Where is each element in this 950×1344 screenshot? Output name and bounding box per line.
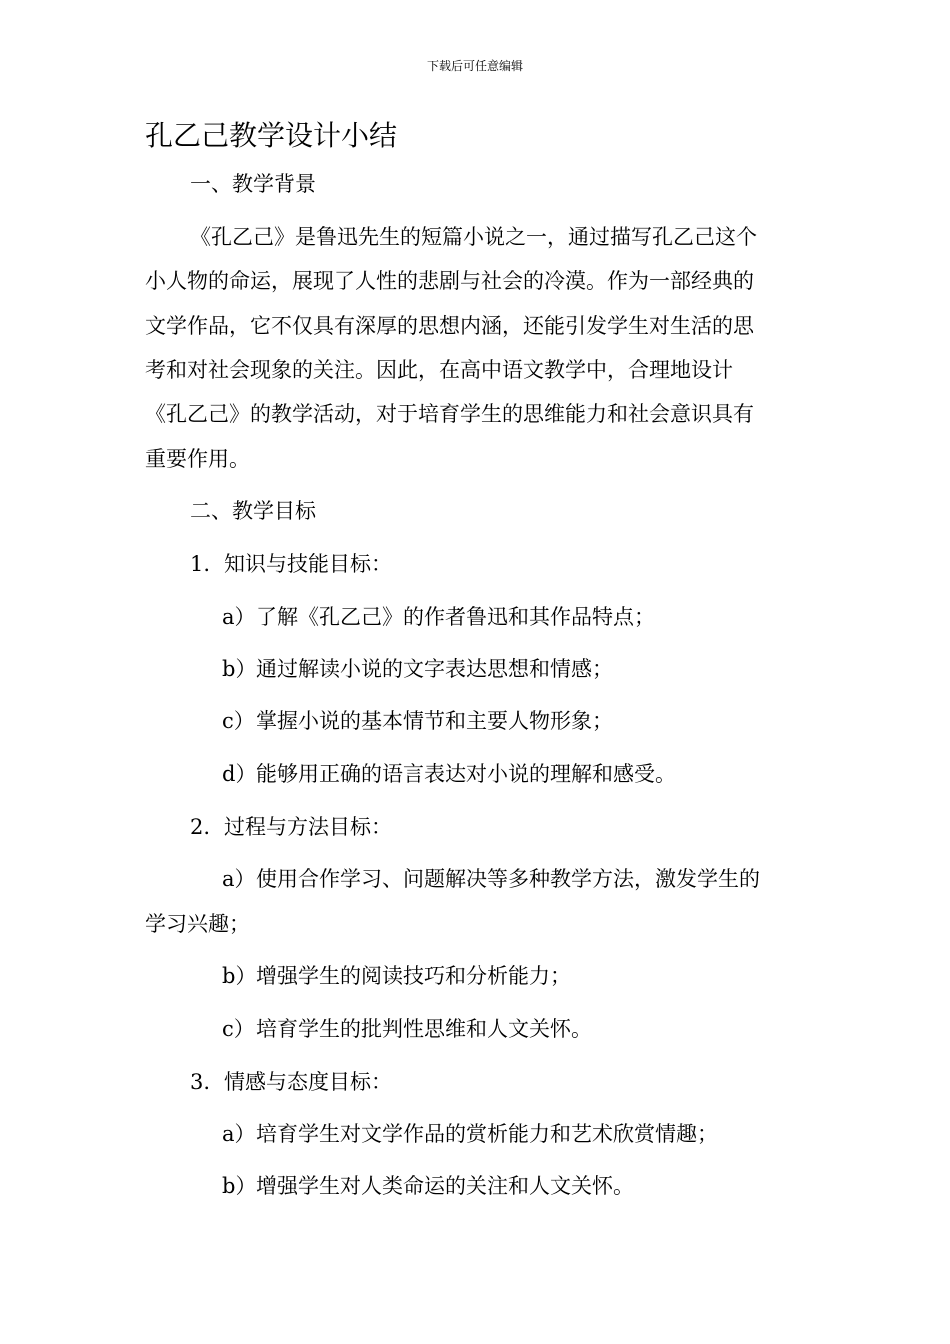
list-marker: b） — [222, 964, 257, 988]
list-marker: c） — [222, 709, 255, 733]
list-item-text: 增强学生对人类命运的关注和人文关怀。 — [256, 1174, 634, 1198]
list-item — [222, 1015, 592, 1043]
goal-number: 1. — [190, 552, 211, 576]
list-marker: a） — [222, 1122, 256, 1146]
paragraph-line: 《孔乙己》是鲁迅先生的短篇小说之一，通过描写孔乙己这个 — [190, 225, 757, 249]
list-marker: a） — [222, 605, 256, 629]
list-item-text: 培育学生对文学作品的赏析能力和艺术欣赏情趣； — [256, 1122, 718, 1146]
list-item — [222, 1120, 718, 1148]
list-item — [222, 1172, 634, 1200]
goal-label: 情感与态度目标： — [224, 1070, 392, 1094]
goal-heading-attitude — [190, 1068, 392, 1096]
goal-label: 过程与方法目标： — [224, 815, 392, 839]
list-item-text: 增强学生的阅读技巧和分析能力； — [256, 964, 571, 988]
paragraph-line: 小人物的命运，展现了人性的悲剧与社会的冷漠。作为一部经典的 — [145, 269, 754, 293]
list-item — [222, 760, 676, 788]
list-marker: c） — [222, 1017, 255, 1041]
page-header: 下载后可任意编辑 — [426, 59, 523, 73]
goal-number: 2. — [190, 815, 211, 839]
list-item-text: 了解《孔乙己》的作者鲁迅和其作品特点； — [256, 605, 655, 629]
list-item-text: 能够用正确的语言表达对小说的理解和感受。 — [256, 762, 676, 786]
list-marker: b） — [222, 1174, 257, 1198]
section-heading-background: 一、教学背景 — [190, 172, 316, 196]
list-item-text: 培育学生的批判性思维和人文关怀。 — [256, 1017, 592, 1041]
list-marker: d） — [222, 762, 257, 786]
list-marker: b） — [222, 657, 257, 681]
paragraph-line: 重要作用。 — [145, 447, 250, 471]
list-item — [222, 603, 655, 631]
list-item — [222, 707, 613, 735]
document-title: 孔乙己教学设计小结 — [145, 119, 398, 152]
list-item-text: 使用合作学习、问题解决等多种教学方法，激发学生的 — [256, 867, 760, 891]
paragraph-line: 文学作品，它不仅具有深厚的思想内涵，还能引发学生对生活的思 — [145, 314, 754, 338]
list-item-text: 通过解读小说的文字表达思想和情感； — [256, 657, 613, 681]
goal-label: 知识与技能目标： — [224, 552, 392, 576]
list-item — [222, 655, 613, 683]
list-item — [222, 865, 760, 893]
list-item — [222, 962, 571, 990]
goal-heading-knowledge — [190, 550, 392, 578]
paragraph-line: 《孔乙己》的教学活动，对于培育学生的思维能力和社会意识具有 — [145, 402, 754, 426]
list-item-continuation: 学习兴趣； — [145, 912, 250, 936]
goal-number: 3. — [190, 1070, 211, 1094]
goal-heading-process — [190, 813, 392, 841]
section-heading-goals: 二、教学目标 — [190, 499, 316, 523]
list-item-text: 掌握小说的基本情节和主要人物形象； — [256, 709, 613, 733]
list-marker: a） — [222, 867, 256, 891]
paragraph-line: 考和对社会现象的关注。因此，在高中语文教学中，合理地设计 — [145, 358, 733, 382]
